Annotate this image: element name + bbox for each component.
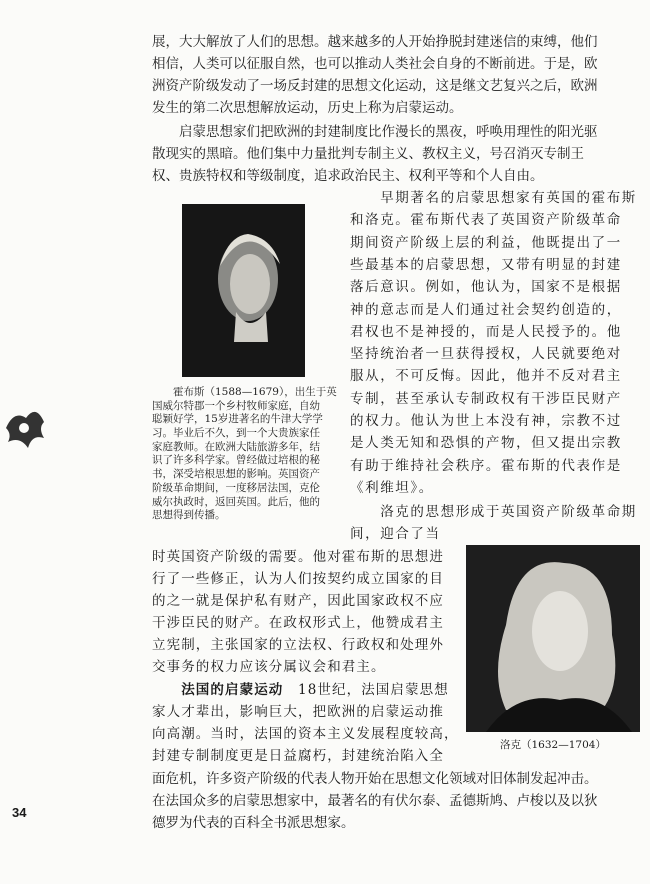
caption-line: 习。毕业后不久，到一个大贵族家任 (152, 427, 320, 440)
locke-caption: 洛克（1632—1704） (500, 739, 606, 751)
text-line: 干涉臣民的财产。在政权形式上，他赞成君主 (152, 615, 444, 631)
caption-line: 识了许多科学家。曾经做过培根的秘 (152, 454, 320, 467)
text-line: 《利维坦》。 (350, 480, 434, 496)
text-line: 坚持统治者一旦获得授权，人民就要绝对 (350, 346, 622, 362)
text-line: 在法国众多的启蒙思想家中，最著名的有伏尔泰、孟德斯鸠、卢梭以及以狄 (152, 793, 598, 809)
text-line: 立宪制，主张国家的立法权、行政权和处理外 (152, 637, 444, 653)
text-line: 有助于维持社会秩序。霍布斯的代表作是 (350, 458, 622, 474)
text-line (152, 680, 452, 700)
caption-line: 阶级革命期间，一度移居法国，克伦 (152, 481, 320, 494)
text-line: 德罗为代表的百科全书派思想家。 (152, 815, 355, 831)
text-line: 期间资产阶级上层的利益，他既提出了一 (350, 235, 622, 251)
decorative-ornament (2, 398, 48, 460)
text-line: 的之一就是保护私有财产，因此国家政权不应 (152, 593, 444, 609)
text-line: 落后意识。例如，他认为，国家不是根据 (350, 279, 622, 295)
text-line: 的权力。他认为世上本没有神，宗教不过 (350, 413, 622, 429)
locke-portrait (466, 545, 640, 732)
text-line: 是人类无知和恐惧的产物，但又提出宗教 (350, 435, 622, 451)
caption-line: 思想得到传播。 (152, 509, 226, 522)
caption-line: 聪颖好学，15岁进著名的牛津大学学 (152, 413, 323, 426)
page-number: 34 (12, 805, 27, 820)
caption-line: 国威尔特郡一个乡村牧师家庭，自幼 (152, 399, 320, 412)
text-line: 君权也不是神授的，而是人民授予的。他 (350, 324, 622, 340)
text-line: 洛克的思想形成于英国资产阶级革命期 (350, 504, 637, 520)
text-line: 家人才辈出，影响巨大，把欧洲的启蒙运动推 (152, 704, 444, 720)
text-line: 相信，人类可以征服自然，也可以推动人类社会自身的不断前进。于是，欧 (152, 56, 598, 72)
text-line: 神的意志而是人们通过社会契约创造的， (350, 302, 622, 318)
text-line: 展，大大解放了人们的思想。越来越多的人开始挣脱封建迷信的束缚，他们 (152, 34, 598, 50)
text-line: 早期著名的启蒙思想家有英国的霍布斯 (350, 190, 637, 206)
text-fragment: 18世纪，法国启蒙思想 (298, 682, 449, 698)
text-line: 些最基本的启蒙思想，又带有明显的封建 (350, 257, 622, 273)
text-line: 封建专制制度更是日益腐朽，封建统治陷入全 (152, 748, 444, 764)
section-heading: 法国的启蒙运动 (181, 682, 284, 698)
text-line: 和洛克。霍布斯代表了英国资产阶级革命 (350, 212, 622, 228)
text-line: 服从，不可反悔。因此，他并不反对君主 (350, 368, 622, 384)
caption-line: 书，深受培根思想的影响。英国资产 (152, 468, 320, 481)
hobbes-portrait (182, 204, 305, 377)
hobbes-caption (152, 386, 342, 523)
text-line: 洲资产阶级发动了一场反封建的思想文化运动，这是继文艺复兴之后，欧洲 (152, 78, 598, 94)
text-line: 间，迎合了当 (350, 526, 441, 542)
caption-line: 霍布斯（1588—1679），出生于英 (152, 386, 337, 398)
text-line: 行了一些修正，认为人们按契约成立国家的目 (152, 571, 444, 587)
text-line: 权、贵族特权和等级制度，追求政治民主、权利平等和个人自由。 (152, 168, 544, 184)
text-line: 面危机，许多资产阶级的代表人物开始在思想文化领域对旧体制发起冲击。 (152, 771, 598, 787)
text-line: 散现实的黑暗。他们集中力量批判专制主义、教权主义，号召消灭专制王 (152, 146, 584, 162)
caption-line: 威尔执政时，返回英国。此后，他的 (152, 495, 320, 508)
text-line: 交事务的权力应该分属议会和君主。 (152, 659, 386, 675)
text-line: 向高潮。当时，法国的资本主义发展程度较高， (152, 726, 459, 742)
text-line: 启蒙思想家们把欧洲的封建制度比作漫长的黑夜，呼唤用理性的阳光驱 (152, 124, 598, 140)
caption-line: 家庭教师。在欧洲大陆旅游多年，结 (152, 440, 320, 453)
text-line: 发生的第二次思想解放运动，历史上称为启蒙运动。 (152, 100, 463, 116)
text-line: 专制，甚至承认专制政权有干涉臣民财产 (350, 391, 622, 407)
text-line: 时英国资产阶级的需要。他对霍布斯的思想进 (152, 549, 444, 565)
